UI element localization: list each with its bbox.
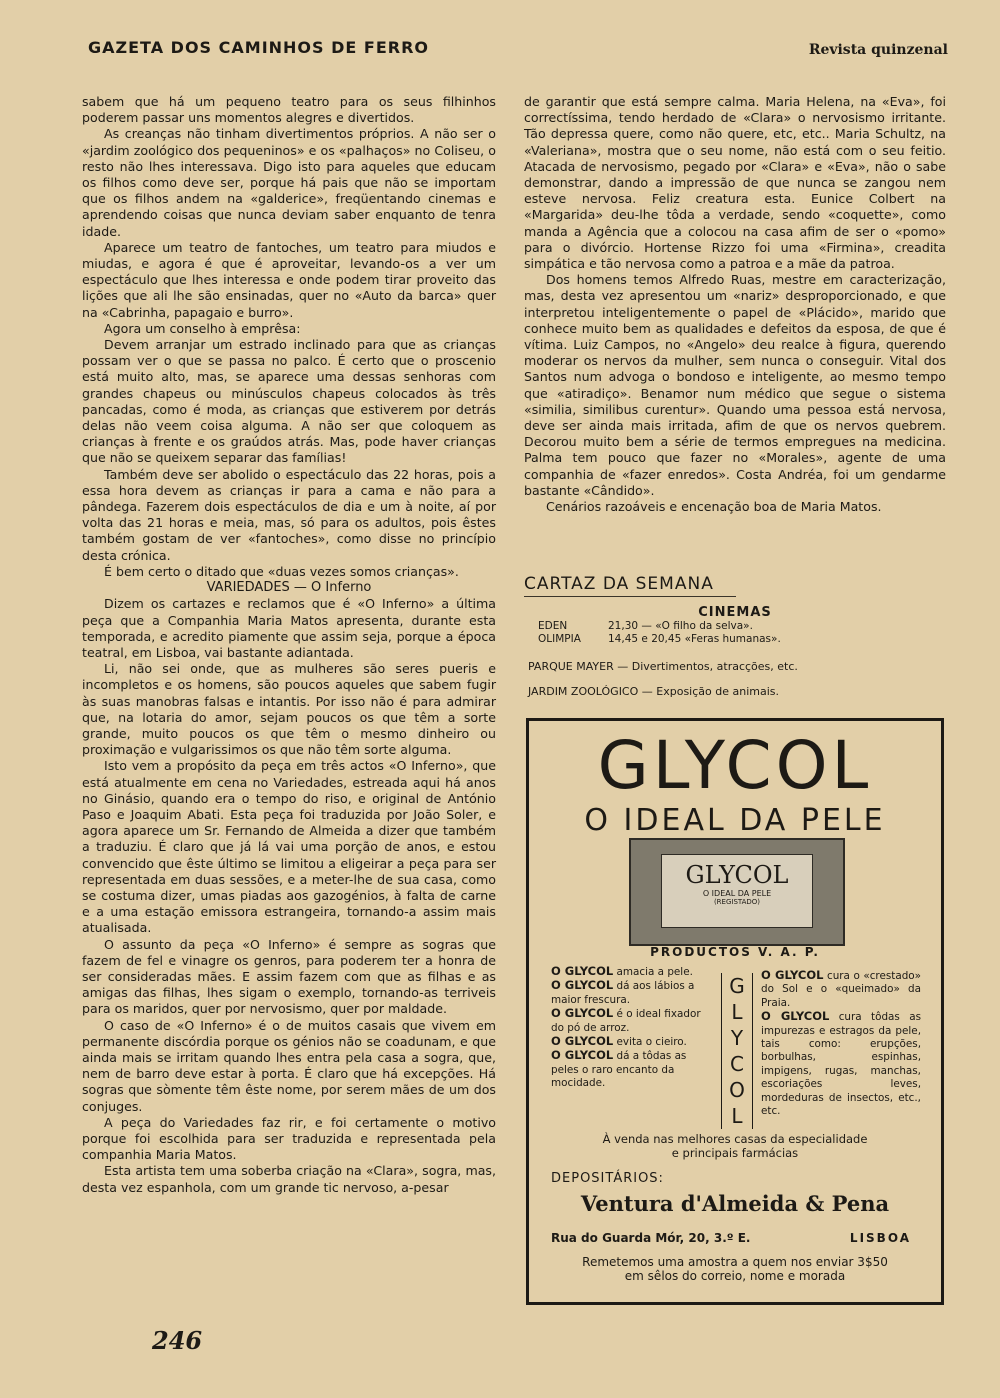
cinema-name: EDEN xyxy=(538,620,568,632)
cartaz-title: CARTAZ DA SEMANA xyxy=(524,574,736,597)
page-number: 246 xyxy=(152,1326,203,1355)
company-address: Rua do Guarda Mór, 20, 3.º E. xyxy=(551,1231,751,1245)
company-city: LISBOA xyxy=(849,1231,911,1245)
sale-info: À venda nas melhores casas da especialidade e principais farmácias xyxy=(602,1132,868,1160)
sample-offer: Remetemos uma amostra a quem nos enviar 3$50 em sêlos do correio, nome e morada xyxy=(582,1255,888,1283)
benefits-right xyxy=(761,969,921,1118)
right-column xyxy=(524,94,946,515)
label-subtitle: O IDEAL DA PELE xyxy=(702,889,772,898)
article-paragraph: Cenários razoáveis e encenação boa de Maria Matos. xyxy=(546,499,882,515)
company-name: Ventura d'Almeida & Pena xyxy=(580,1191,890,1216)
benefit-item: O GLYCOL dá aos lábios a maior frescura. xyxy=(551,978,695,1006)
article-paragraph: Agora um conselho à emprêsa: xyxy=(104,320,301,336)
cinema-info: 21,30 — «O filho da selva». xyxy=(608,620,753,632)
article-paragraph: É bem certo o ditado que «duas vezes somos crianças». xyxy=(104,563,459,579)
cinema-info: 14,45 e 20,45 «Feras humanas». xyxy=(608,633,781,645)
ad-tagline: O IDEAL DA PELE xyxy=(584,803,886,838)
label-brand: GLYCOL xyxy=(685,861,789,889)
journal-subtitle: Revista quinzenal xyxy=(808,42,948,58)
article-paragraph: Aparece um teatro de fantoches, um teatro para miudos e miudas, e agora é que é aproveitar, levando-os a ver um espectáculo que lhes interessa e onde podem tirar proveito das lições que ali lhe são ensinadas, quer no «Auto da barca» quer na «Cabrinha, papagaio e burro». xyxy=(82,239,496,320)
benefit-item: O GLYCOL amacia a pele. xyxy=(551,964,693,978)
label-registered: (REGISTADO) xyxy=(713,898,761,906)
cinema-row xyxy=(538,620,946,633)
benefit-item: O GLYCOL é o ideal fixador do pó de arroz. xyxy=(551,1006,701,1034)
left-column xyxy=(82,94,496,1196)
article-paragraph: Li, não sei onde, que as mulheres são seres pueris e incompletos e os homens, são poucos aqueles que sabem fugir às suas manobras falsas e intantis. Por isso não é para admirar que, na lotaria do amor, sejam poucos os que têm a sorte grande, muito poucos os que têm o mesmo dinheiro ou proximação e vulgarissimos os que não têm sorte alguma. xyxy=(82,661,496,758)
vertical-brand-letters: G L Y C O L xyxy=(721,973,753,1129)
article-paragraph: Isto vem a propósito da peça em três actos «O Inferno», que está atualmente em cena no Variedades, estreada aqui há anos no Ginásio, quando era o tempo do riso, e original de António Paso e Joaquim Abati. Esta peça foi traduzida por João Soler, e agora aparece um Sr. Fernando de Almeida a dizer que também a traduziu. É claro que já lá vai uma porção de anos, e estou convencido que êste último se limitou a eligeirar a peça para ser representada em duas sessões, e a meter-lhe de sua casa, como se costuma dizer, umas piadas aos gazogénios, à falta de carne e a uma estação emissora estrangeira, tornando-a assim mais atualisada. xyxy=(82,758,496,936)
parque-mayer-line: PARQUE MAYER — Divertimentos, atracções, etc. xyxy=(528,660,798,673)
article-paragraph: A peça do Variedades faz rir, e foi certamente o motivo porque foi escolhida para ser traduzida e representada pela companhia Maria Matos. xyxy=(82,1114,496,1163)
article-paragraph: O assunto da peça «O Inferno» é sempre as sogras que fazem de fel e vinagre os genros, para poderem ter a honra de ser consideradas mães. E assim fazem com que as filhas e as amigas das filhas, lhes sigam o exemplo, tornando-as terriveis para os maridos, quer por nervosismo, quer por maldade. xyxy=(82,936,496,1017)
depositarios-label: DEPOSITÁRIOS: xyxy=(551,1171,664,1186)
product-label-image xyxy=(629,838,845,946)
article-paragraph: Também deve ser abolido o espectáculo das 22 horas, pois a essa hora devem as crianças ir para a cama e não para a pândega. Fazerem dois espectáculos de dia e um à noite, aí por volta das 21 horas e meia, mas, só para os adultos, pois êstes também gostam de ver «fantoches», como disse no princípio desta crónica. xyxy=(82,466,496,563)
product-label xyxy=(661,854,813,928)
benefit-item: O GLYCOL cura tôdas as impurezas e estragos da pele, tais como: erupções, borbulhas, espinhas, impigens, rugas, manchas, escoriações leves, mordeduras de insectos, etc., etc. xyxy=(761,1009,922,1118)
benefit-item: O GLYCOL dá a tôdas as peles o raro encanto da mocidade. xyxy=(551,1048,687,1090)
benefit-item: O GLYCOL evita o cieiro. xyxy=(551,1034,687,1049)
section-title: VARIEDADES — O Inferno xyxy=(206,580,372,596)
article-paragraph: Dizem os cartazes e reclamos que é «O Inferno» a última peça que a Companhia Maria Matos apresenta, durante esta temporada, e acredito piamente que assim seja, porque a época teatral, em Lisboa, vai bastante adiantada. xyxy=(82,596,496,660)
journal-title: GAZETA DOS CAMINHOS DE FERRO xyxy=(88,38,430,57)
article-paragraph: O caso de «O Inferno» é o de muitos casais que vivem em permanente discórdia porque os génios não se coadunam, e que ainda mais se irritam quando lhes entra pela casa a sogra, que, nem de barro deve estar à porta. É claro que há excepções. Há sogras que sòmente têm êste nome, por serem mães de um dos conjuges. xyxy=(82,1017,496,1114)
benefits-left xyxy=(551,965,713,1091)
benefit-item: O GLYCOL cura o «crestado» do Sol e o «queimado» da Praia. xyxy=(761,968,922,1009)
cartaz-da-semana xyxy=(524,574,946,698)
article-paragraph: de garantir que está sempre calma. Maria Helena, na «Eva», foi correctíssima, tendo herdado de «Clara» o nervosismo irritante. Tão depressa quere, como não quere, etc, etc.. Maria Schultz, na «Valeriana», mostra que o seu nome, não está com o seu feitio. Atacada de nervosismo, pegado por «Clara» e «Eva», não o sabe demonstrar, dando a impressão de que nunca se zangou nem esteve nervosa. Feliz creatura esta. Eunice Colbert na «Margarida» deu-lhe tôda a verdade, sendo «coquette», como manda a Agência que a colocou na casa afim de ser o «pomo» para o divórcio. Hortense Rizzo foi uma «Firmina», creadita simpática e tão nervosa como a patroa e a mãe da patroa. xyxy=(524,94,946,272)
glycol-advertisement xyxy=(526,718,944,1305)
cinema-row xyxy=(538,633,946,646)
article-paragraph: Dos homens temos Alfredo Ruas, mestre em caracterização, mas, desta vez apresentou um «nariz» desproporcionado, e que interpretou inteligentemente o papel de «Plácido», marido que conhece muito bem as qualidades e defeitos da esposa, de que é vítima. Luiz Campos, no «Angelo» deu realce à figura, querendo moderar os nervos da mulher, sem nunca o conseguir. Vital dos Santos num advoga o bondoso e inteligente, ao mesmo tempo que «atiradiço». Benamor num médico que segue o sistema «similia, similibus curentur». Quando uma pessoa está nervosa, deve ser ainda mais irritada, afim de que os nervos quebrem. Decorou muito bem a série de termos empregues na medicina. Palma tem pouco que fazer no «Morales», agente de uma companhia de «fazer enredos». Costa Andréa, foi um gendarme bastante «Cândido». xyxy=(524,272,946,498)
article-paragraph: sabem que há um pequeno teatro para os seus filhinhos poderem passar uns momentos alegres e divertidos. xyxy=(82,94,496,126)
article-paragraph: Devem arranjar um estrado inclinado para que as crianças possam ver o que se passa no palco. É certo que o proscenio está muito alto, mas, se aparece uma dessas senhoras com grandes chapeus ou minúsculos chapeus colocados às três pancadas, como é moda, as crianças que estiverem por detrás delas não veem coisa alguma. A não ser que coloquem as crianças à frente e os graúdos atrás. Mas, pode haver crianças que não se queixem separar das famílias! xyxy=(82,337,496,466)
products-line: PRODUCTOS V. A. P. xyxy=(650,945,820,959)
article-paragraph: Esta artista tem uma soberba criação na «Clara», sogra, mas, desta vez espanhola, com um grande tic nervoso, a-pesar xyxy=(82,1163,496,1195)
cinema-name: OLIMPIA xyxy=(538,633,581,645)
cinemas-heading: CINEMAS xyxy=(698,605,772,620)
jardim-zoologico-line: JARDIM ZOOLÓGICO — Exposição de animais. xyxy=(528,685,779,698)
article-paragraph: As creanças não tinham divertimentos próprios. A não ser o «jardim zoológico dos pequeninos» e os «palhaços» no Coliseu, o resto não lhes interessava. Digo isto para aqueles que educam os filhos como deve ser, porque há pais que não se importam que os filhos andem na «galderice», freqüentando cinemas e aprendendo coisas que nunca deviam saber enquanto de tenra idade. xyxy=(82,126,496,239)
ad-brand: GLYCOL xyxy=(597,727,873,804)
